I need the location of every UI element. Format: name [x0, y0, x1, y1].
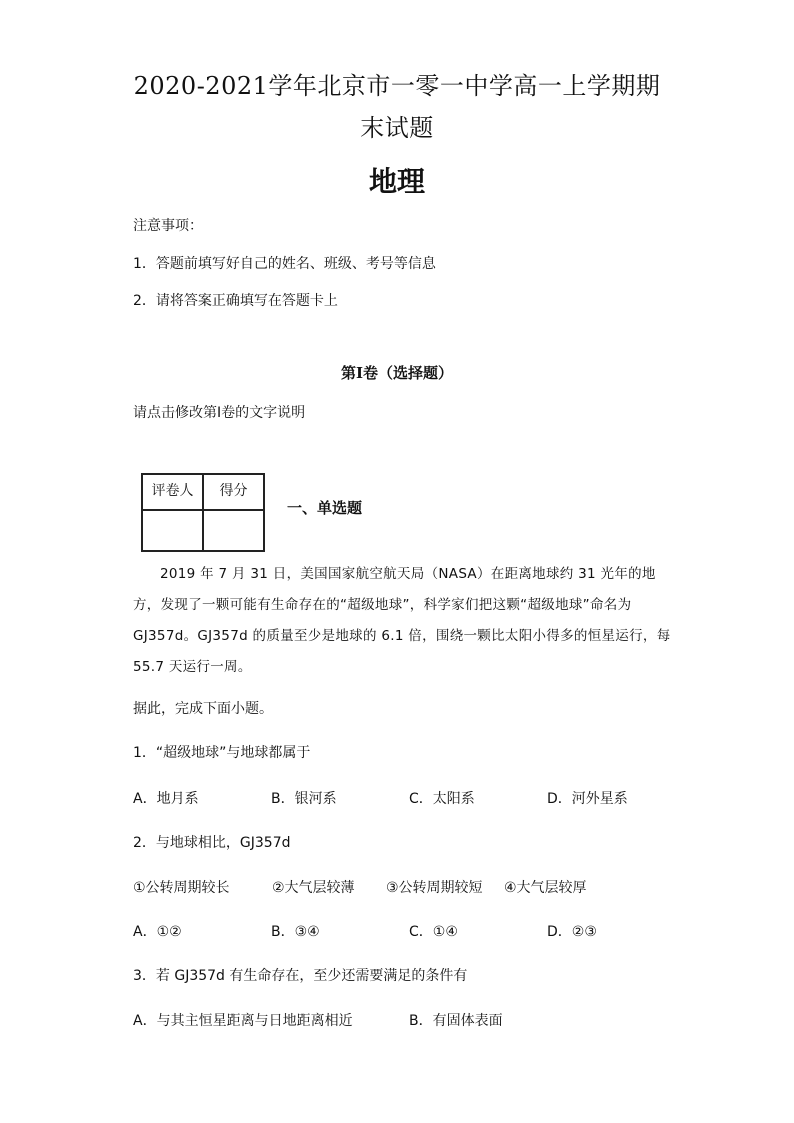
- q2-statement-4: ④大气层较厚: [504, 880, 587, 896]
- q1-option-a[interactable]: A．地月系: [133, 791, 199, 807]
- passage-line-2: 方，发现了一颗可能有生命存在的“超级地球”，科学家们把这颗“超级地球”命名为: [133, 597, 632, 613]
- q1-option-b[interactable]: B．银河系: [271, 791, 337, 807]
- q3-option-a[interactable]: A．与其主恒星距离与日地距离相近: [133, 1013, 353, 1029]
- exam-title-line2: 末试题: [360, 114, 434, 142]
- q3-stem: 3．若 GJ357d 有生命存在，至少还需要满足的条件有: [133, 968, 468, 984]
- passage-line-3: GJ357d。GJ357d 的质量至少是地球的 6.1 倍，围绕一颗比太阳小得多的恒星运行，每: [133, 628, 671, 644]
- q2-option-b[interactable]: B．③④: [271, 924, 320, 940]
- q2-option-c[interactable]: C．①④: [409, 924, 458, 940]
- q2-statement-2: ②大气层较薄: [272, 880, 355, 896]
- score-table-grader-cell[interactable]: [142, 510, 203, 551]
- score-table-score-cell[interactable]: [203, 510, 264, 551]
- q2-stem: 2．与地球相比，GJ357d: [133, 835, 291, 851]
- q1-stem: 1．“超级地球”与地球都属于: [133, 745, 311, 761]
- part1-edit-hint[interactable]: 请点击修改第I卷的文字说明: [133, 405, 306, 421]
- exam-title-line1: 2020-2021学年北京市一零一中学高一上学期期: [133, 72, 661, 100]
- q2-statement-1: ①公转周期较长: [133, 880, 230, 896]
- q2-statement-3: ③公转周期较短: [386, 880, 483, 896]
- q2-option-d[interactable]: D．②③: [547, 924, 597, 940]
- passage-line-4: 55.7 天运行一周。: [133, 659, 252, 675]
- exam-subject: 地理: [368, 165, 425, 198]
- passage-prompt: 据此，完成下面小题。: [133, 701, 273, 717]
- passage-line-1: 2019 年 7 月 31 日，美国国家航空航天局（NASA）在距离地球约 31 光年的地: [160, 566, 656, 582]
- score-table-grader-header: 评卷人: [142, 474, 203, 510]
- q1-option-c[interactable]: C．太阳系: [409, 791, 475, 807]
- q2-option-a[interactable]: A．①②: [133, 924, 182, 940]
- q3-option-b[interactable]: B．有固体表面: [409, 1013, 503, 1029]
- section-title: 一、单选题: [287, 499, 363, 517]
- notice-item-2: 2．请将答案正确填写在答题卡上: [133, 293, 338, 309]
- score-table-score-header: 得分: [203, 474, 264, 510]
- q1-option-d[interactable]: D．河外星系: [547, 791, 628, 807]
- part1-title: 第I卷（选择题）: [340, 364, 454, 382]
- score-table: [141, 473, 265, 552]
- notice-heading: 注意事项：: [133, 218, 203, 234]
- notice-item-1: 1．答题前填写好自己的姓名、班级、考号等信息: [133, 256, 436, 272]
